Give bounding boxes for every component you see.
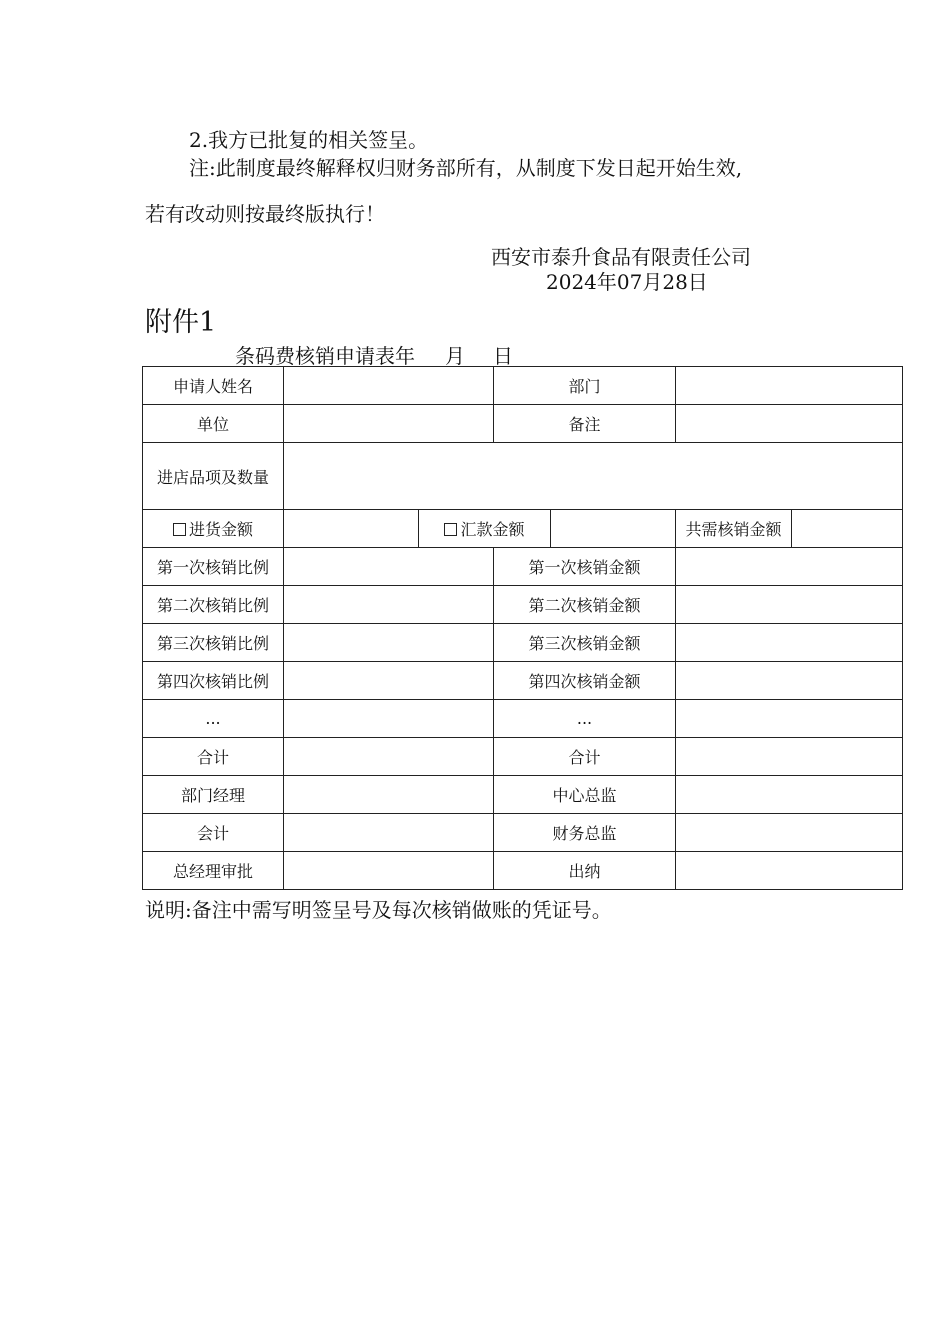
row-right-label: 出纳 [494, 852, 676, 890]
row-right-label: 中心总监 [494, 776, 676, 814]
department-label: 部门 [494, 367, 676, 405]
row-left-value-cell[interactable] [284, 662, 494, 700]
applicant-value-cell[interactable] [284, 367, 494, 405]
table-row [143, 624, 903, 662]
row-right-label: 第一次核销金额 [494, 548, 676, 586]
row-right-value-cell[interactable] [676, 814, 903, 852]
row-left-value-cell[interactable] [284, 738, 494, 776]
remit-amount-checkbox[interactable] [444, 523, 457, 536]
purchase-amount-checkbox[interactable] [173, 523, 186, 536]
row-left-value-cell[interactable] [284, 852, 494, 890]
row-right-label: 第三次核销金额 [494, 624, 676, 662]
row-right-label: 合计 [494, 738, 676, 776]
row-right-value-cell[interactable] [676, 586, 903, 624]
purchase-amount-label [143, 510, 284, 548]
row-right-label: 第四次核销金额 [494, 662, 676, 700]
remit-amount-text: 汇款金额 [460, 520, 525, 539]
table-row [143, 776, 903, 814]
applicant-label: 申请人姓名 [143, 367, 284, 405]
row-left-value-cell[interactable] [284, 814, 494, 852]
purchase-amount-text: 进货金额 [188, 520, 253, 539]
row-left-label: 合计 [143, 738, 284, 776]
row-right-label: ... [494, 700, 676, 738]
table-row [143, 586, 903, 624]
row-left-label: 第一次核销比例 [143, 548, 284, 586]
writeoff-application-table [142, 366, 903, 890]
row-right-value-cell[interactable] [676, 852, 903, 890]
row-left-value-cell[interactable] [284, 700, 494, 738]
row-left-value-cell[interactable] [284, 586, 494, 624]
row-right-label: 第二次核销金额 [494, 586, 676, 624]
department-value-cell[interactable] [676, 367, 903, 405]
table-row [143, 814, 903, 852]
paragraph-note: 注:此制度最终解释权归财务部所有，从制度下发日起开始生效, [189, 156, 743, 180]
form-title [235, 340, 513, 369]
items-value-cell[interactable] [284, 443, 903, 510]
issue-date: 2024年07月28日 [546, 270, 708, 294]
row-right-value-cell[interactable] [676, 548, 903, 586]
row-left-value-cell[interactable] [284, 548, 494, 586]
remit-amount-label [419, 510, 551, 548]
row-right-value-cell[interactable] [676, 624, 903, 662]
remark-value-cell[interactable] [676, 405, 903, 443]
row-left-label: ... [143, 700, 284, 738]
row-right-label: 财务总监 [494, 814, 676, 852]
items-label: 进店品项及数量 [143, 443, 284, 510]
company-name: 西安市泰升食品有限责任公司 [491, 245, 751, 269]
attachment-heading: 附件1 [145, 307, 217, 338]
row-left-value-cell[interactable] [284, 624, 494, 662]
form-title-month: 月 [445, 344, 465, 368]
row-right-value-cell[interactable] [676, 776, 903, 814]
table-row [143, 510, 903, 548]
remit-amount-value-cell[interactable] [551, 510, 676, 548]
unit-value-cell[interactable] [284, 405, 494, 443]
paragraph-note-continued: 若有改动则按最终版执行！ [145, 202, 385, 226]
footnote: 说明:备注中需写明签呈号及每次核销做账的凭证号。 [145, 898, 612, 922]
table-row [143, 548, 903, 586]
table-row [143, 443, 903, 510]
table-row [143, 738, 903, 776]
total-writeoff-value-cell[interactable] [792, 510, 903, 548]
table-row [143, 405, 903, 443]
table-row [143, 662, 903, 700]
total-writeoff-label: 共需核销金额 [676, 510, 792, 548]
form-title-day: 日 [493, 344, 513, 368]
row-left-value-cell[interactable] [284, 776, 494, 814]
purchase-amount-value-cell[interactable] [284, 510, 419, 548]
row-left-label: 会计 [143, 814, 284, 852]
remark-label: 备注 [494, 405, 676, 443]
row-right-value-cell[interactable] [676, 738, 903, 776]
table-row [143, 852, 903, 890]
unit-label: 单位 [143, 405, 284, 443]
form-title-main: 条码费核销申请表年 [235, 344, 415, 368]
row-left-label: 第二次核销比例 [143, 586, 284, 624]
row-right-value-cell[interactable] [676, 662, 903, 700]
row-left-label: 总经理审批 [143, 852, 284, 890]
row-left-label: 第三次核销比例 [143, 624, 284, 662]
row-left-label: 部门经理 [143, 776, 284, 814]
table-row [143, 700, 903, 738]
paragraph-approved-memos: 2.我方已批复的相关签呈。 [189, 128, 429, 152]
table-row [143, 367, 903, 405]
row-left-label: 第四次核销比例 [143, 662, 284, 700]
row-right-value-cell[interactable] [676, 700, 903, 738]
